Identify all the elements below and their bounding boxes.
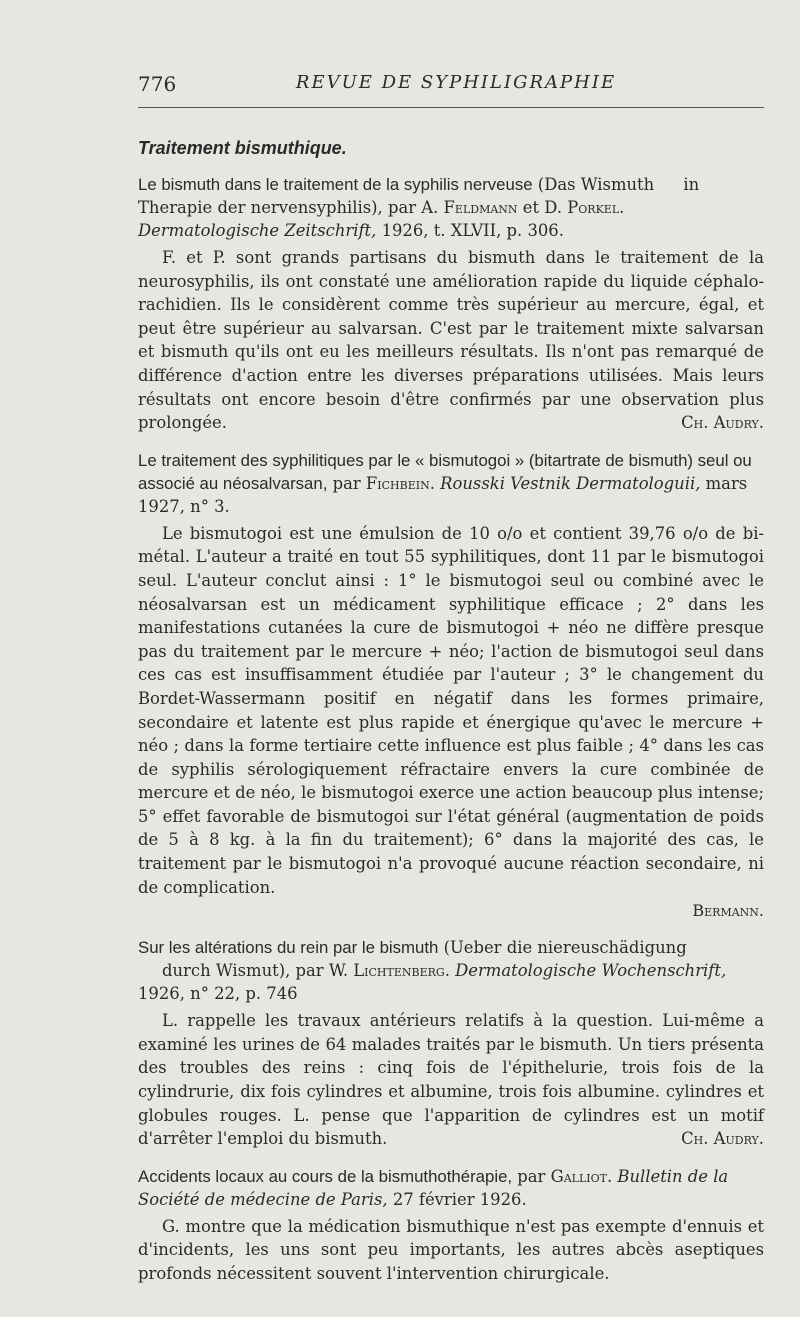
article-body-text: L. rappelle les travaux antérieurs relatifs à la question. Lui-même a examiné les urines de 64 malades traités par le bismuth. Un tiers présenta des troubles des reins : cinq fois de l'épithelurie, trois fois de la cylindrurie, dix fois cylindres et albumine, trois fois albumine. cylindres et globules rouges. L. pense que l'apparition de cylindres est un motif d'arrêter l'emploi du bismuth. [138, 1011, 764, 1149]
article-ref-part: et [522, 198, 540, 217]
article-title: Le bismuth dans le traitement de la syphilis nerveuse [138, 175, 533, 194]
running-title: REVUE DE SYPHILIGRAPHIE [295, 72, 617, 93]
article-signature: Ch. Audry. [681, 413, 764, 433]
article-journal: Dermatologische Wochenschrift, [455, 961, 727, 981]
article-signature: Bermann. [692, 901, 764, 921]
page-content [138, 126, 764, 1300]
article-1 [138, 173, 764, 435]
article-3 [138, 936, 764, 1151]
article-body [138, 1009, 764, 1151]
page-number: 776 [138, 72, 177, 96]
article-ref-part: (Das Wismuth [537, 175, 655, 194]
article-body: G. montre que la médication bismuthique n'est pas exempte d'ennuis et d'incidents, les uns sont peu importants, les autres abcès aseptiques profonds nécessitent souvent l'intervention chirurgicale. [138, 1216, 764, 1283]
article-details: 1926, n° 22, p. 746 [138, 984, 298, 1004]
article-4 [138, 1165, 764, 1286]
article-details: 1926, t. XLVII, p. 306. [381, 221, 564, 240]
article-author: A. Feldmann [421, 198, 518, 217]
article-author: D. Porkel. [544, 198, 625, 217]
article-heading [138, 449, 764, 518]
article-2 [138, 449, 764, 923]
article-details: mars 1927, n° 3. [138, 473, 748, 516]
article-author: Fichbein. [365, 473, 435, 493]
article-details: 27 février 1926. [392, 1189, 527, 1209]
article-heading [138, 173, 764, 242]
header-rule [138, 107, 764, 108]
article-body: Le bismutogoi est une émulsion de 10 o/o et contient 39,76 o/o de bi-métal. L'auteur a traité en tout 55 syphilitiques, dont 11 par le bismutogoi seul. L'auteur conclut ainsi : 1° le bismutogoi seul ou combiné avec le néosalvarsan est un médicament syphilitique efficace ; 2° dans les manifestations cutanées la cure de bismutogoi + néo ne diffère presque pas du traitement par le mercure + néo; l'action de bismutogoi seul dans ces cas est insuffisamment étudiée par l'auteur ; 3° le changement du Bordet-Wassermann positif en négatif dans les formes primaire, secondaire et latente est plus rapide et énergique qu'avec le mercure + néo ; dans la forme tertiaire cette influence est plus faible ; 4° dans les cas de syphilis sérologiquement réfractaire envers la cure combinée de mercure et de néo, le bismutogoi exerce une action beaucoup plus intense; 5° effet favorable de bismutogoi sur l'état général (augmentation de poids de 5 à 8 kg. à la fin du traitement); 6° dans la majorité des cas, le traitement par le bismutogoi n'a provoqué aucune réaction secondaire, ni de complication. [138, 523, 764, 897]
article-ref-part: (Ueber die niereuschädigung [443, 938, 687, 958]
article-author: W. Lichtenberg. [328, 961, 450, 981]
article-journal: Bulletin de la Société de médecine de Paris, [138, 1166, 729, 1209]
article-heading [138, 1165, 764, 1211]
article-heading [138, 936, 764, 1005]
article-author: Galliot. [550, 1166, 613, 1186]
article-title: Accidents locaux au cours de la bismuthothérapie, [138, 1166, 513, 1186]
section-title: Traitement bismuthique. [138, 138, 347, 158]
article-journal: Dermatologische Zeitschrift, [138, 221, 377, 240]
article-ref-part: par [332, 473, 361, 493]
article-body-text: F. et P. sont grands partisans du bismuth dans le traitement de la neurosyphilis, ils ont constaté une amélioration rapide du liquide céphalo-rachidien. Ils le considèrent comme très supérieur au mercure, égal, et peut être supérieur au salvarsan. C'est par le traitement mixte salvarsan et bismuth qu'ils ont eu les meilleurs résultats. Ils n'ont pas remarqué de différence d'action entre les diverses préparations utilisées. Mais leurs résultats ont encore besoin d'être confirmés par une observation plus prolongée. [138, 248, 764, 433]
article-signature: Ch. Audry. [681, 1129, 764, 1149]
article-title: Sur les altérations du rein par le bismuth [138, 938, 439, 958]
article-ref-part: in Therapie der nervensyphilis), par [138, 175, 700, 217]
article-title: Le traitement des syphilitiques par le « bismutogoi » (bitartrate de bismuth) seul ou associé au néosalvarsan, [138, 450, 752, 493]
article-body [138, 246, 764, 435]
article-ref-part: par [517, 1166, 546, 1186]
running-head [138, 68, 764, 104]
article-journal: Rousski Vestnik Dermatologuii, [440, 473, 701, 493]
article-ref-part: durch Wismut), par [162, 961, 324, 981]
